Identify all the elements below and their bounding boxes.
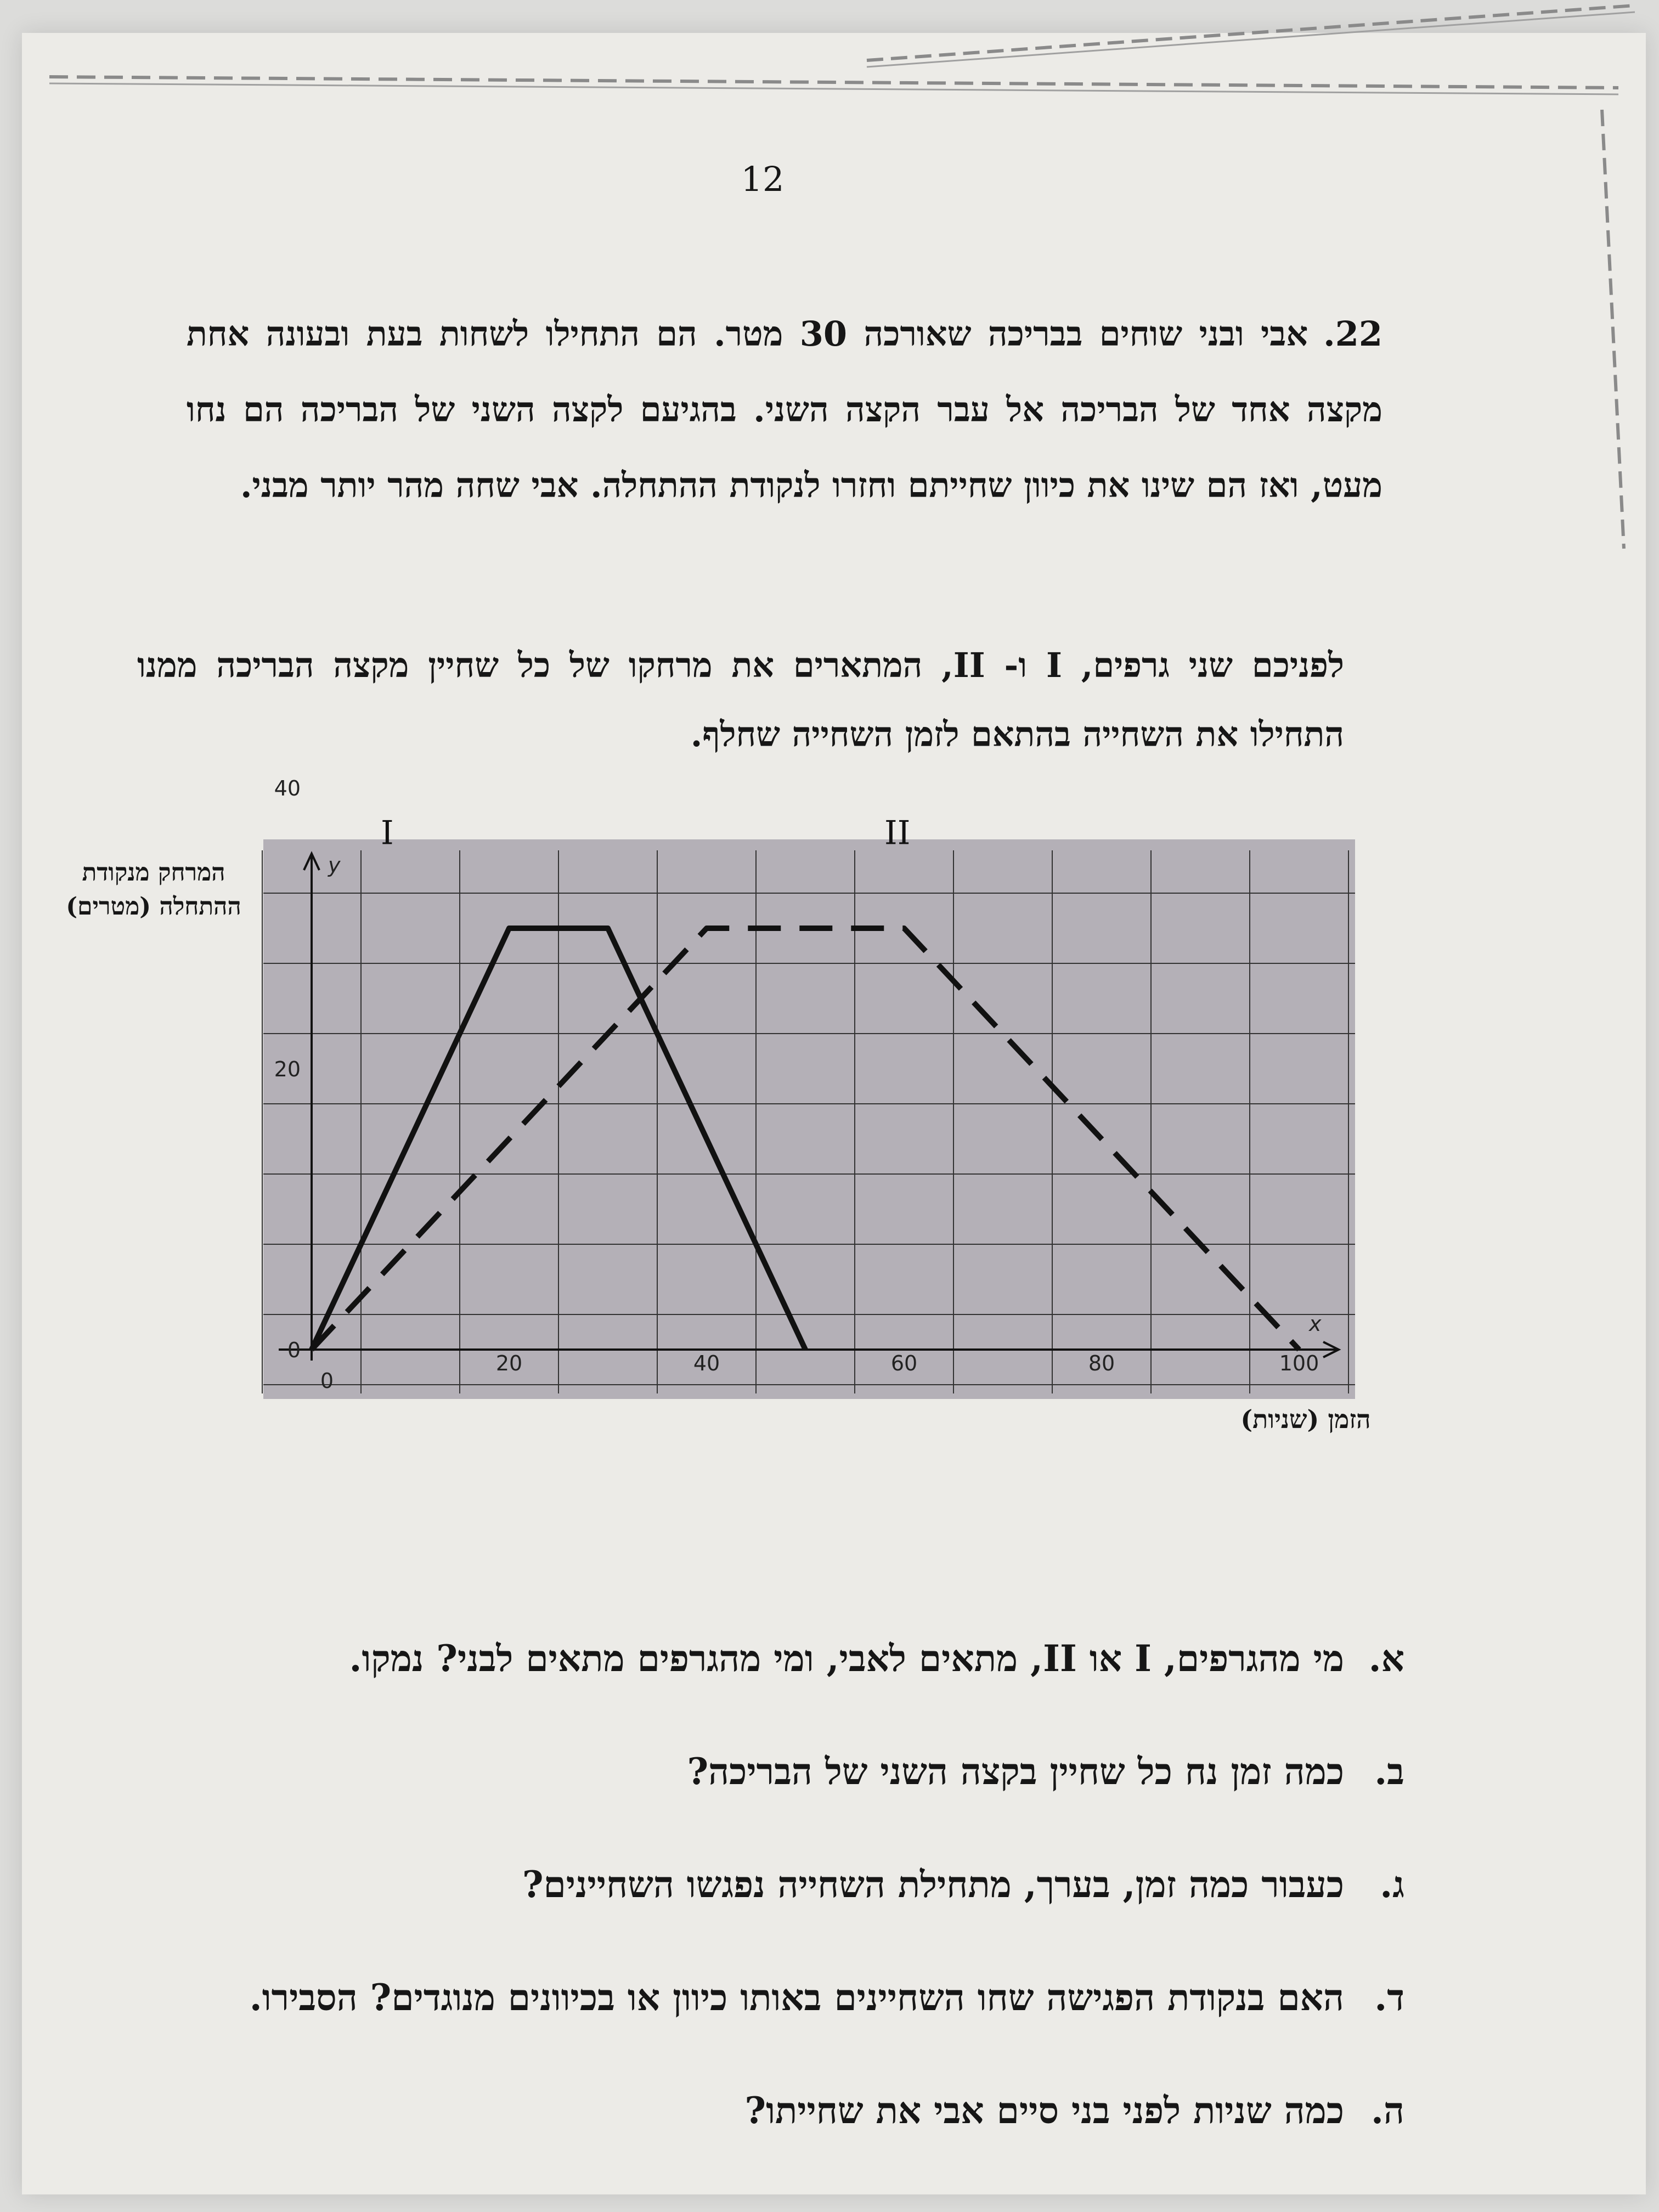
sub-question-text: מי מהגרפים, I או II, מתאים לאבי, ומי מהגרפים מתאים לבני? נמקו. (349, 1637, 1344, 1680)
sub-question-letter: ה. (1371, 2089, 1404, 2132)
graphs-intro: לפניכם שני גרפים, I ו- II, המתארים את מרחקו של כל שחיין מקצה הבריכה ממנו התחילו את השחייה בהתאם לזמן השחייה שחלף. (137, 645, 1344, 754)
x-tick-label: 0 (320, 1369, 334, 1393)
sub-question-text: כמה שניות לפני בני סיים אבי את שחייתו? (744, 2089, 1344, 2132)
sub-question-letter: א. (1368, 1637, 1404, 1680)
x-tick-label: 100 (1279, 1351, 1319, 1375)
decorative-border-top (49, 60, 1618, 93)
sub-question-text: כעבור כמה זמן, בערך, מתחילת השחייה נפגשו השחיינים? (522, 1863, 1344, 1906)
graph-section (55, 776, 1372, 1448)
y-axis-title: המרחק מנקודת ההתחלה (מטרים) (66, 859, 241, 921)
sub-question-e (88, 2054, 1404, 2167)
x-axis-letter: x (1309, 1312, 1322, 1336)
x-tick-label: 80 (1088, 1351, 1115, 1375)
series-label-II: II (884, 814, 911, 853)
question-number: 22. (1323, 314, 1383, 354)
sub-question-letter: ג. (1380, 1863, 1404, 1906)
y-tick-label: 0 (287, 1338, 301, 1362)
y-axis-letter: y (328, 853, 341, 877)
distance-time-chart (263, 776, 1355, 1399)
question-22 (187, 296, 1383, 523)
y-tick-label: 20 (274, 1057, 301, 1081)
sub-question-letter: ד. (1374, 1976, 1404, 2019)
x-tick-label: 60 (890, 1351, 918, 1375)
y-tick-label: 40 (274, 776, 301, 800)
sub-question-b (88, 1715, 1404, 1828)
x-tick-label: 40 (693, 1351, 720, 1375)
x-axis-title: הזמן (שניות) (1240, 1404, 1371, 1434)
question-text: אבי ובני שוחים בבריכה שאורכה 30 מטר. הם התחילו לשחות בעת ובעונה אחת מקצה אחד של הבריכה אל עבר הקצה השני. בהגיעם לקצה השני של הבריכה הם נחו מעט, ואז הם שינו את כיוון שחייתם וחזרו לנקודת ההתחלה. אבי שחה מהר יותר מבני. (187, 314, 1383, 505)
sub-question-text: כמה זמן נח כל שחיין בקצה השני של הבריכה? (687, 1750, 1344, 1793)
sub-questions (88, 1602, 1404, 2167)
sub-question-c (88, 1828, 1404, 1941)
sub-question-d (88, 1941, 1404, 2054)
page-number: 12 (741, 159, 785, 199)
x-tick-label: 20 (495, 1351, 523, 1375)
decorative-border-right (1591, 110, 1635, 549)
series-label-I: I (381, 814, 394, 853)
sub-question-a (88, 1602, 1404, 1715)
sub-question-text: האם בנקודת הפגישה שחו השחיינים באותו כיוון או בכיוונים מנוגדים? הסבירו. (249, 1976, 1344, 2019)
sub-question-letter: ב. (1374, 1750, 1404, 1793)
